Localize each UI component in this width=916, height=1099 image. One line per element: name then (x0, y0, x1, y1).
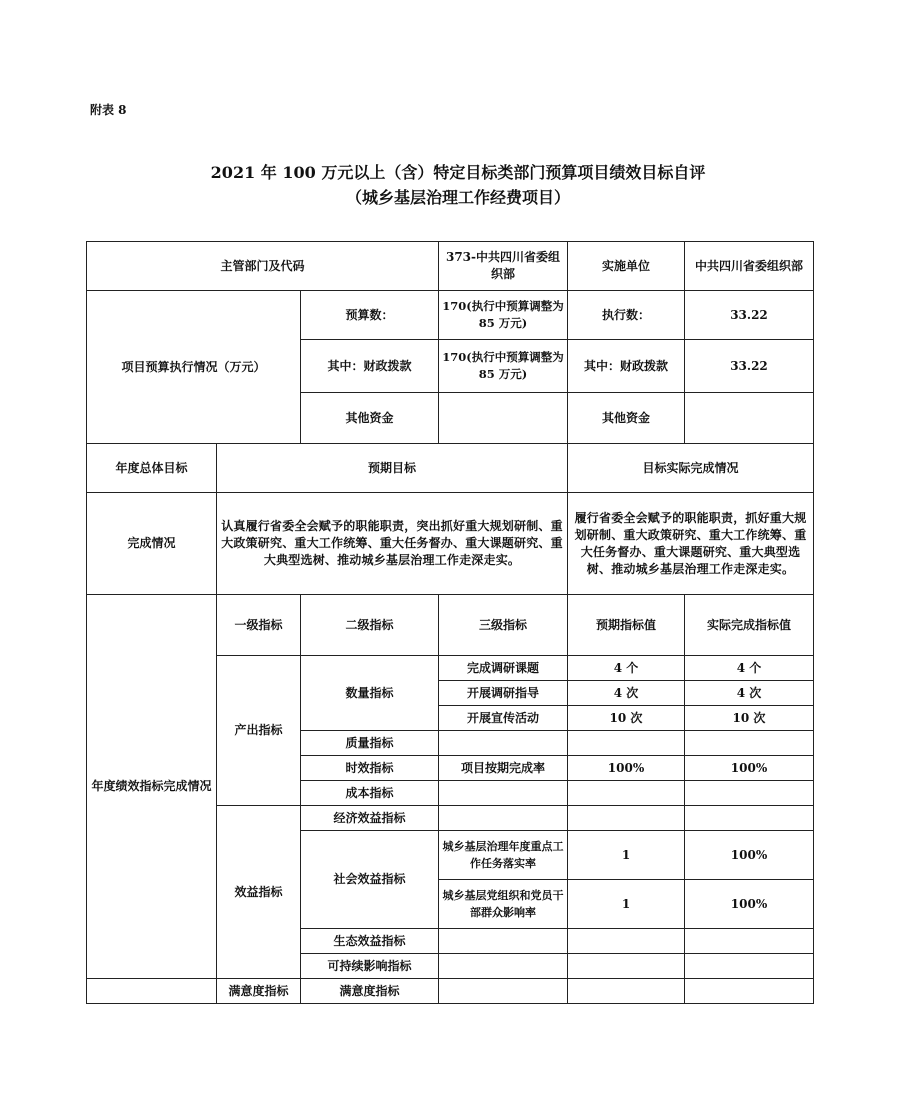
table-row (87, 291, 814, 340)
page-subtitle: （城乡基层治理工作经费项目） (345, 188, 570, 207)
exec-value: 33.22 (685, 291, 814, 340)
col-level1: 一级指标 (217, 595, 301, 656)
exec-label: 执行数： (568, 291, 685, 340)
quantity-name: 开展调研指导 (439, 681, 568, 706)
empty-cell (87, 979, 217, 1004)
budget-section-label: 项目预算执行情况（万元） (87, 291, 301, 444)
quantity-name: 完成调研课题 (439, 656, 568, 681)
benefit-label: 效益指标 (217, 806, 301, 979)
empty-cell (568, 979, 685, 1004)
fiscal-exec-label: 其中：财政拨款 (568, 340, 685, 393)
expected-goal-header: 预期目标 (217, 444, 568, 493)
col-actual: 实际完成指标值 (685, 595, 814, 656)
empty-cell (439, 954, 568, 979)
fiscal-budget: 170(执行中预算调整为 85 万元) (439, 340, 568, 393)
cost-label: 成本指标 (301, 781, 439, 806)
empty-cell (439, 929, 568, 954)
empty-cell (439, 781, 568, 806)
other-exec-label: 其他资金 (568, 393, 685, 444)
empty-cell (685, 806, 814, 831)
col-level2: 二级指标 (301, 595, 439, 656)
table-row (87, 493, 814, 595)
col-level3: 三级指标 (439, 595, 568, 656)
actual-goal-text: 履行省委全会赋予的职能职责，抓好重大规划研制、重大政策研究、重大工作统筹、重大任务督办、重大课题研究、重大典型选树、推动城乡基层治理工作走深走实。 (568, 493, 814, 595)
quantity-name: 开展宣传活动 (439, 706, 568, 731)
social-expected: 1 (568, 880, 685, 929)
timeliness-name: 项目按期完成率 (439, 756, 568, 781)
satisfaction-table (86, 978, 814, 1004)
empty-cell (685, 781, 814, 806)
quantity-actual: 10 次 (685, 706, 814, 731)
empty-cell (439, 979, 568, 1004)
table-row (87, 979, 814, 1004)
empty-cell (568, 806, 685, 831)
expected-goal-text: 认真履行省委全会赋予的职能职责，突出抓好重大规划研制、重大政策研究、重大工作统筹、重大任务督办、重大课题研究、重大典型选树、推动城乡基层治理工作走深走实。 (217, 493, 568, 595)
performance-table (86, 241, 814, 979)
social-actual: 100% (685, 880, 814, 929)
timeliness-label: 时效指标 (301, 756, 439, 781)
actual-goal-header: 目标实际完成情况 (568, 444, 814, 493)
attachment-label: 附表 8 (90, 103, 127, 117)
social-expected: 1 (568, 831, 685, 880)
budget-label: 预算数： (301, 291, 439, 340)
quantity-label: 数量指标 (301, 656, 439, 731)
completion-label: 完成情况 (87, 493, 217, 595)
quantity-actual: 4 次 (685, 681, 814, 706)
satisfaction-level1: 满意度指标 (217, 979, 301, 1004)
other-exec-value (685, 393, 814, 444)
social-name: 城乡基层党组织和党员干部群众影响率 (439, 880, 568, 929)
empty-cell (685, 731, 814, 756)
page-title: 2021 年 100 万元以上（含）特定目标类部门预算项目绩效目标自评 (210, 163, 706, 182)
social-actual: 100% (685, 831, 814, 880)
col-expected: 预期指标值 (568, 595, 685, 656)
table-row (87, 242, 814, 291)
empty-cell (568, 954, 685, 979)
timeliness-actual: 100% (685, 756, 814, 781)
other-label: 其他资金 (301, 393, 439, 444)
empty-cell (439, 806, 568, 831)
empty-cell (568, 731, 685, 756)
quality-label: 质量指标 (301, 731, 439, 756)
other-budget (439, 393, 568, 444)
quantity-expected: 4 次 (568, 681, 685, 706)
indicator-section-label: 年度绩效指标完成情况 (87, 595, 217, 979)
dept-label: 主管部门及代码 (87, 242, 439, 291)
empty-cell (568, 929, 685, 954)
year-goal-label: 年度总体目标 (87, 444, 217, 493)
empty-cell (685, 929, 814, 954)
sustainable-label: 可持续影响指标 (301, 954, 439, 979)
empty-cell (685, 979, 814, 1004)
economic-label: 经济效益指标 (301, 806, 439, 831)
table-row (87, 444, 814, 493)
quantity-expected: 4 个 (568, 656, 685, 681)
social-label: 社会效益指标 (301, 831, 439, 929)
fiscal-exec-value: 33.22 (685, 340, 814, 393)
dept-value: 373-中共四川省委组织部 (439, 242, 568, 291)
table-row (87, 595, 814, 656)
empty-cell (685, 954, 814, 979)
quantity-actual: 4 个 (685, 656, 814, 681)
impl-label: 实施单位 (568, 242, 685, 291)
quantity-expected: 10 次 (568, 706, 685, 731)
empty-cell (439, 731, 568, 756)
satisfaction-level2: 满意度指标 (301, 979, 439, 1004)
empty-cell (568, 781, 685, 806)
fiscal-label: 其中：财政拨款 (301, 340, 439, 393)
impl-value: 中共四川省委组织部 (685, 242, 814, 291)
output-label: 产出指标 (217, 656, 301, 806)
ecological-label: 生态效益指标 (301, 929, 439, 954)
social-name: 城乡基层治理年度重点工作任务落实率 (439, 831, 568, 880)
timeliness-expected: 100% (568, 756, 685, 781)
budget-value: 170(执行中预算调整为 85 万元) (439, 291, 568, 340)
